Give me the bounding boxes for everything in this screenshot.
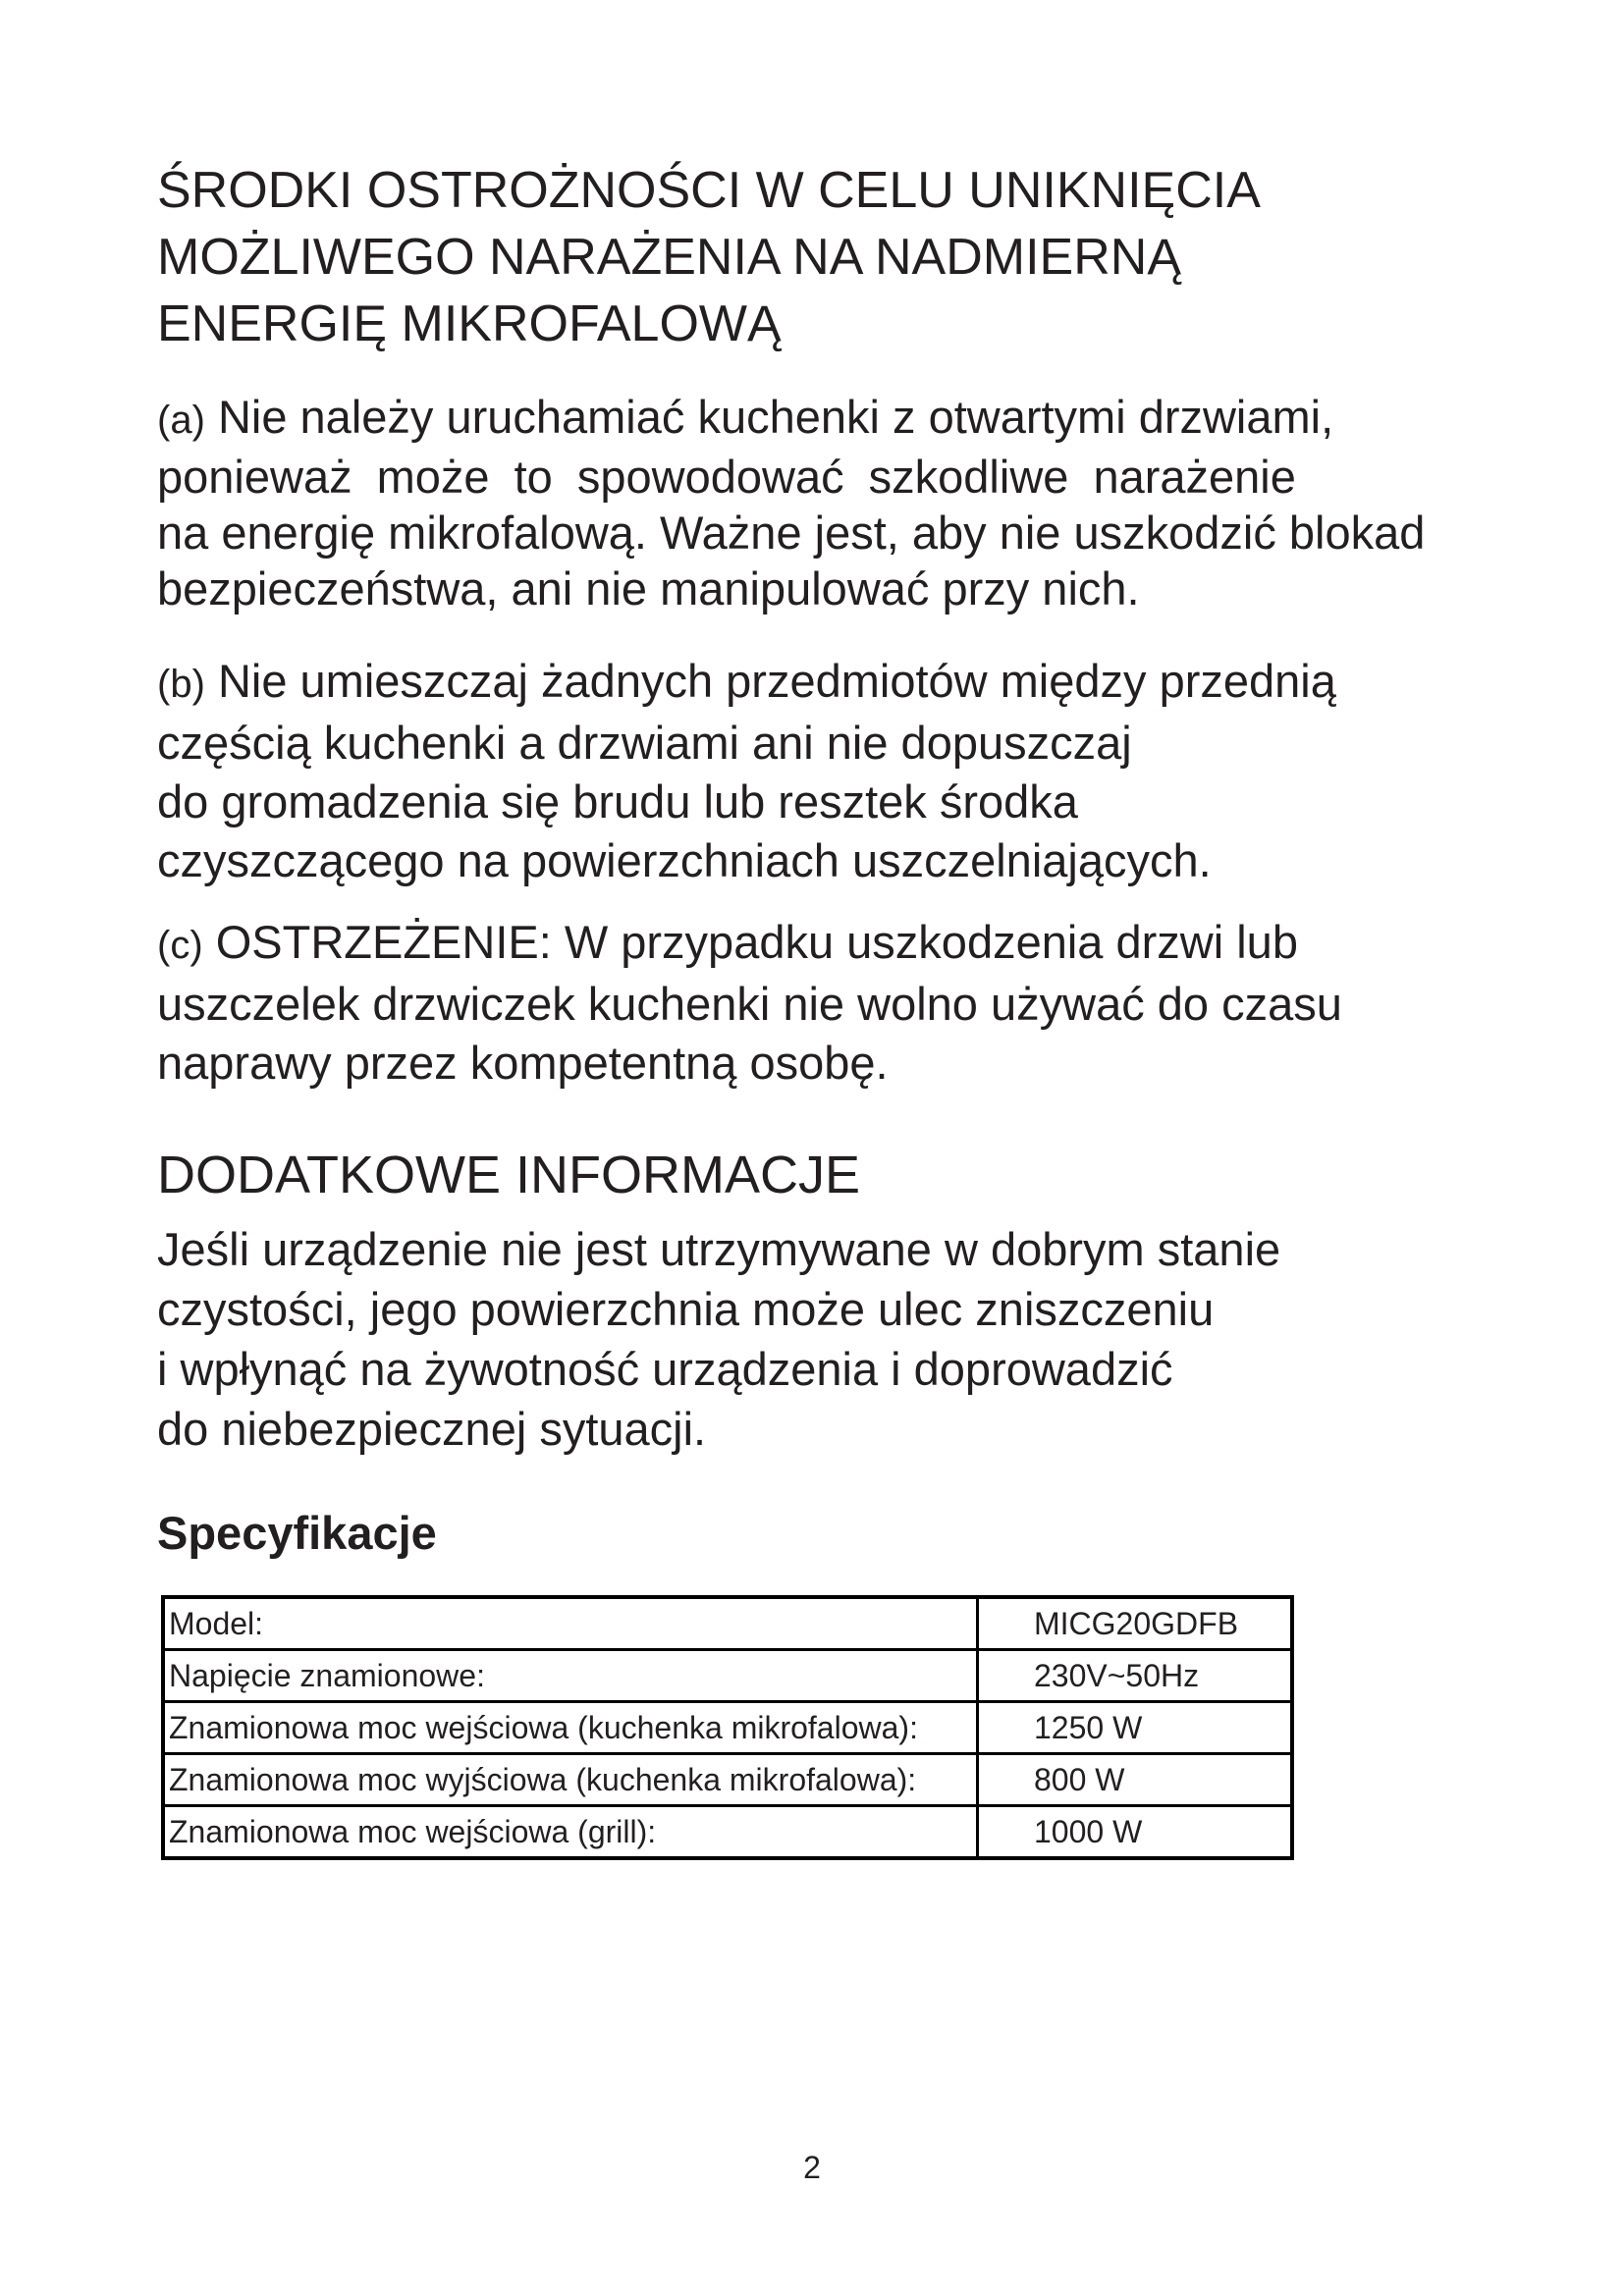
spec-label: Napięcie znamionowe: xyxy=(163,1650,978,1702)
heading-line: MOŻLIWEGO NARAŻENIA NA NADMIERNĄ xyxy=(157,229,1182,286)
table-row xyxy=(163,1754,1292,1806)
text-segment: OSTRZEŻENIE: W przypadku uszkodzenia drzwi lub xyxy=(215,916,1298,968)
specifications-table xyxy=(161,1595,1294,1860)
table-row xyxy=(163,1702,1292,1754)
text-line: czyszczącego na powierzchniach uszczelniających. xyxy=(157,834,1212,886)
heading-line: ENERGIĘ MIKROFALOWĄ xyxy=(157,295,782,352)
precaution-label: (b) xyxy=(157,663,205,706)
precaution-b-first-line xyxy=(157,652,1336,714)
spec-value: 1250 W xyxy=(978,1702,1293,1754)
precaution-c xyxy=(157,913,1342,1093)
text-line: do gromadzenia się brudu lub resztek środka xyxy=(157,775,1078,828)
heading-line: ŚRODKI OSTROŻNOŚCI W CELU UNIKNIĘCIA xyxy=(157,162,1261,219)
text-line: na energię mikrofalową. Ważne jest, aby nie uszkodzić blokad xyxy=(157,507,1426,559)
precaution-label: (a) Nie należy uruchamiać kuchenki z otwartymi drzwiami, xyxy=(157,391,1334,443)
text-line: i wpłynąć na żywotność urządzenia i doprowadzić xyxy=(157,1343,1173,1395)
precaution-a-first-line xyxy=(157,389,1483,449)
text-line: ponieważ może to spowodować szkodliwe narażenie xyxy=(157,451,1296,503)
text-segment: Nie umieszczaj żadnych przedmiotów między przednią xyxy=(217,655,1336,707)
spec-value: 1000 W xyxy=(978,1806,1293,1859)
text-line: czystości, jego powierzchnia może ulec zniszczeniu xyxy=(157,1283,1215,1335)
text-line: Jeśli urządzenie nie jest utrzymywane w dobrym stanie xyxy=(157,1223,1281,1275)
spec-value: 230V~50Hz xyxy=(978,1650,1293,1702)
table-row xyxy=(163,1806,1292,1859)
precaution-label: (c) xyxy=(157,924,203,967)
additional-info-paragraph xyxy=(157,1219,1280,1459)
text-line: do niebezpiecznej sytuacji. xyxy=(157,1403,707,1455)
text-segment: Nie należy uruchamiać kuchenki z otwartymi drzwiami, xyxy=(217,391,1334,443)
table-row xyxy=(163,1597,1292,1650)
spec-label: Znamionowa moc wejściowa (grill): xyxy=(163,1806,978,1859)
text-line: uszczelek drzwiczek kuchenki nie wolno używać do czasu xyxy=(157,978,1342,1030)
text-line: częścią kuchenki a drzwiami ani nie dopuszczaj xyxy=(157,717,1132,769)
precautions-heading xyxy=(157,157,1492,357)
text-line: bezpieczeństwa, ani nie manipulować przy nich. xyxy=(157,562,1140,614)
spec-value: 800 W xyxy=(978,1754,1293,1806)
precaution-c-first-line xyxy=(157,913,1342,975)
precaution-b xyxy=(157,652,1336,890)
additional-info-heading: DODATKOWE INFORMACJE xyxy=(157,1146,861,1204)
spec-label: Znamionowa moc wyjściowa (kuchenka mikrofalowa): xyxy=(163,1754,978,1806)
precaution-a xyxy=(157,389,1483,616)
spec-value: MICG20GDFB xyxy=(978,1597,1293,1650)
specifications-title: Specyfikacje xyxy=(157,1507,437,1559)
table-row xyxy=(163,1650,1292,1702)
page-number: 2 xyxy=(803,2150,821,2185)
text-line: naprawy przez kompetentną osobę. xyxy=(157,1037,889,1089)
spec-label: Model: xyxy=(163,1597,978,1650)
spec-label: Znamionowa moc wejściowa (kuchenka mikrofalowa): xyxy=(163,1702,978,1754)
